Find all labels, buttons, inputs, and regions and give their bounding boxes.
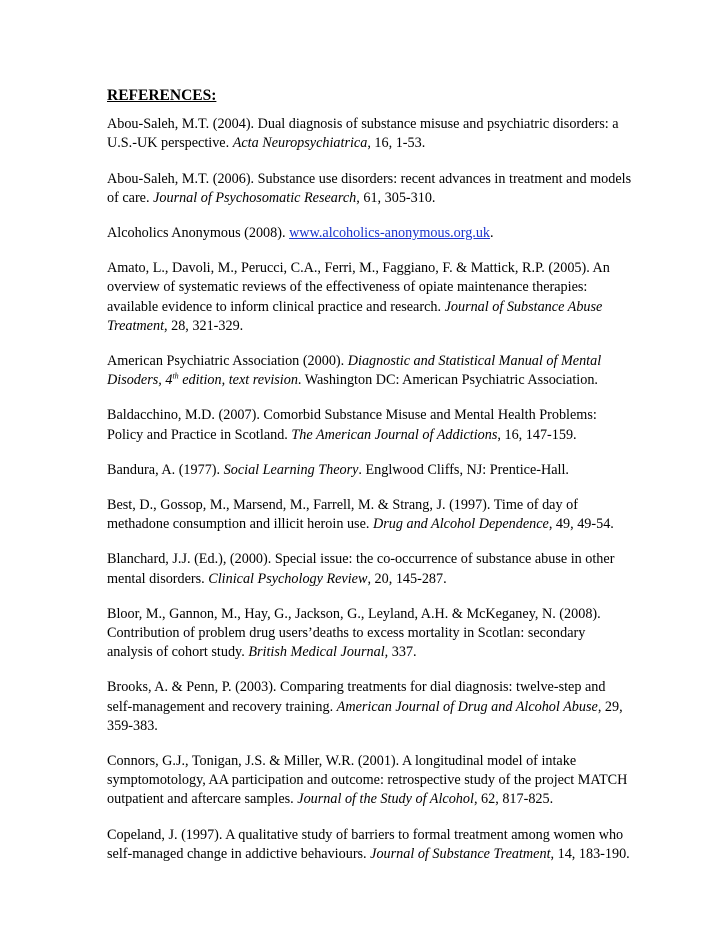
reference-source-title: Clinical Psychology Review — [208, 570, 368, 587]
reference-list — [107, 115, 632, 864]
reference-source-title: American Journal of Drug and Alcohol Abuse — [336, 698, 598, 715]
reference-text: . Washington DC: American Psychiatric Association. — [297, 372, 598, 389]
reference-source-title: British Medical Journal — [248, 644, 385, 661]
reference-entry — [107, 826, 632, 864]
reference-entry — [107, 461, 632, 480]
reference-text: Bandura, A. (1977). — [107, 461, 224, 478]
ordinal-superscript: th — [172, 371, 179, 381]
reference-entry — [107, 352, 632, 390]
reference-entry — [107, 550, 632, 588]
reference-text: , 20, 145-287. — [367, 570, 447, 587]
reference-text: , 62, 817-825. — [473, 791, 554, 808]
reference-entry — [107, 259, 632, 336]
reference-text: Connors, G.J., Tonigan, J.S. & Miller, W.R. (2001). A longitudinal model of intake symptomotology, AA participation and outcome: retrospective study of the project MATCH outpatient and aftercare samples. — [107, 753, 628, 808]
reference-text: , 29, 359-383. — [107, 698, 623, 734]
reference-text: Abou-Saleh, M.T. (2004). Dual diagnosis of substance misuse and psychiatric disorders: a U.S.-UK perspective. — [107, 116, 619, 152]
reference-source-title: edition, text revision — [178, 372, 298, 389]
reference-text: , 337. — [384, 644, 417, 661]
reference-source-title: The American Journal of Addictions — [291, 426, 498, 443]
reference-text: . — [490, 225, 494, 242]
reference-text: Amato, L., Davoli, M., Perucci, C.A., Ferri, M., Faggiano, F. & Mattick, R.P. (2005). An overview of systematic reviews of the effectiveness of opiate maintenance therapies: available evidence to inform clinical practice and research. — [107, 260, 610, 315]
references-heading: REFERENCES: — [107, 87, 217, 104]
reference-entry — [107, 605, 632, 663]
reference-source-title: Journal of Substance Abuse Treatment — [107, 298, 603, 334]
reference-text: Alcoholics Anonymous (2008). — [107, 225, 290, 242]
reference-entry — [107, 406, 632, 444]
reference-source-title: Journal of the Study of Alcohol — [297, 791, 474, 808]
reference-source-title: Drug and Alcohol Dependence — [372, 516, 549, 533]
reference-source-title: Diagnostic and Statistical Manual of Mental Disoders, 4 — [107, 353, 602, 389]
reference-entry — [107, 170, 632, 208]
reference-text: , 49, 49-54. — [548, 516, 614, 533]
reference-text: , 16, 1-53. — [367, 135, 426, 152]
reference-text: Abou-Saleh, M.T. (2006). Substance use disorders: recent advances in treatment and models of care. — [107, 170, 632, 206]
reference-text: Blanchard, J.J. (Ed.), (2000). Special issue: the co-occurrence of substance abuse in other mental disorders. — [107, 551, 615, 587]
reference-source-title: Journal of Psychosomatic Research — [153, 189, 357, 206]
reference-source-title: Journal of Substance Treatment — [370, 845, 551, 862]
reference-entry — [107, 224, 632, 243]
reference-text: , 16, 147-159. — [497, 426, 577, 443]
reference-text: Copeland, J. (1997). A qualitative study of barriers to formal treatment among women who self-managed change in addictive behaviours. — [107, 826, 624, 862]
reference-source-title: Social Learning Theory — [223, 461, 359, 478]
reference-text: Brooks, A. & Penn, P. (2003). Comparing treatments for dial diagnosis: twelve-step and self-management and recovery training. — [107, 679, 606, 715]
reference-text: Best, D., Gossop, M., Marsend, M., Farrell, M. & Strang, J. (1997). Time of day of methadone consumption and illicit heroin use. — [107, 497, 578, 533]
reference-text: , 14, 183-190. — [550, 845, 630, 862]
reference-text: , 61, 305-310. — [356, 189, 436, 206]
reference-entry — [107, 752, 632, 810]
reference-source-title: Acta Neuropsychiatrica — [232, 135, 368, 152]
reference-text: American Psychiatric Association (2000). — [107, 353, 348, 370]
reference-text: . Englwood Cliffs, NJ: Prentice-Hall. — [358, 461, 569, 478]
reference-entry — [107, 115, 632, 153]
document-page — [107, 86, 632, 880]
reference-text: Baldacchino, M.D. (2007). Comorbid Substance Misuse and Mental Health Problems: Policy and Practice in Scotland. — [107, 407, 597, 443]
reference-entry — [107, 496, 632, 534]
reference-text: , 28, 321-329. — [164, 317, 244, 334]
reference-web-link[interactable]: www.alcoholics-anonymous.org.uk — [289, 225, 491, 242]
reference-entry — [107, 678, 632, 736]
reference-text: Bloor, M., Gannon, M., Hay, G., Jackson, G., Leyland, A.H. & McKeganey, N. (2008). Contribution of problem drug users’deaths to excess mortality in Scotlan: secondary analysis of cohort study. — [107, 605, 601, 661]
